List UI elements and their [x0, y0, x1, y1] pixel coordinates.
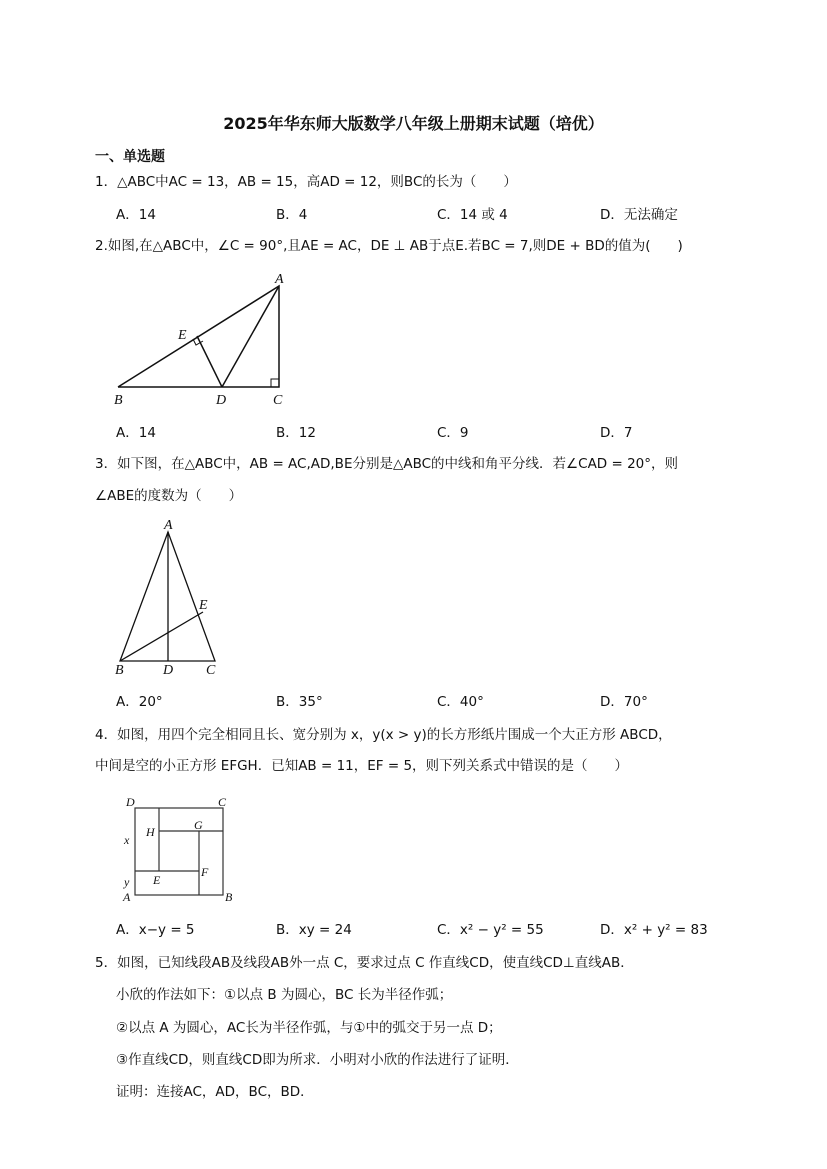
- q2-label-b: B: [114, 393, 123, 408]
- q4-option-a: A．x−y = 5: [116, 922, 195, 938]
- q3-option-b: B．35°: [276, 694, 323, 710]
- q4-label-a: A: [123, 890, 131, 904]
- q5-line4: ③作直线CD，则直线CD即为所求．小明对小欣的作法进行了证明．: [116, 1052, 519, 1068]
- q1-option-b: B．4: [276, 207, 308, 223]
- q2-option-d: D．7: [600, 425, 633, 441]
- q5-line5: 证明：连接AC，AD，BC，BD．: [116, 1084, 314, 1100]
- q1-option-d: D．无法确定: [600, 207, 678, 223]
- q5-line2: 小欣的作法如下：①以点 B 为圆心，BC 长为半径作弧；: [116, 987, 453, 1003]
- q3-label-d: D: [163, 663, 174, 678]
- q3-label-a: A: [164, 518, 173, 533]
- q2-option-b: B．12: [276, 425, 316, 441]
- q4-figure: [135, 808, 223, 895]
- q4-label-f: F: [201, 865, 209, 879]
- q1-stem: 1．△ABC中AC = 13，AB = 15，高AD = 12，则BC的长为（ ）: [95, 174, 517, 190]
- q3-option-d: D．70°: [600, 694, 648, 710]
- q1-option-a: A．14: [116, 207, 156, 223]
- q4-option-d: D．x² + y² = 83: [600, 922, 708, 938]
- q4-label-b: B: [225, 890, 233, 904]
- q5-line1: 5．如图，已知线段AB及线段AB外一点 C，要求过点 C 作直线CD，使直线CD⊥直线AB．: [95, 955, 634, 971]
- q3-label-c: C: [206, 663, 216, 678]
- q1-option-c: C．14 或 4: [437, 207, 508, 223]
- q3-option-c: C．40°: [437, 694, 484, 710]
- q4-label-h: H: [146, 825, 155, 839]
- q4-option-b: B．xy = 24: [276, 922, 352, 938]
- q2-label-c: C: [273, 393, 283, 408]
- q4-option-c: C．x² − y² = 55: [437, 922, 544, 938]
- q3-stem-line1: 3．如下图，在△ABC中，AB = AC,AD,BE分别是△ABC的中线和角平分线．若∠CAD = 20°，则: [95, 456, 679, 472]
- page-title: 2025年华东师大版数学八年级上册期末试题（培优）: [223, 114, 604, 133]
- q3-stem-line2: ∠ABE的度数为（ ）: [95, 488, 243, 504]
- q3-figure: [120, 532, 215, 661]
- q3-label-e: E: [199, 598, 208, 613]
- q4-stem-line1: 4．如图，用四个完全相同且长、宽分别为 x，y(x > y)的长方形纸片围成一个大正方形 ABCD，: [95, 727, 672, 743]
- section-heading: 一、单选题: [95, 149, 165, 165]
- q2-label-a: A: [275, 272, 284, 287]
- q2-figure: [118, 286, 279, 387]
- q2-stem: 2.如图,在△ABC中，∠C = 90°,且AE = AC，DE ⊥ AB于点E.若BC = 7,则DE + BD的值为( ): [95, 238, 683, 254]
- q2-option-c: C．9: [437, 425, 469, 441]
- q4-label-d: D: [126, 795, 135, 809]
- q2-label-e: E: [178, 328, 187, 343]
- q4-label-y: y: [124, 875, 130, 889]
- q3-label-b: B: [115, 663, 124, 678]
- q2-option-a: A．14: [116, 425, 156, 441]
- q4-stem-line2: 中间是空的小正方形 EFGH．已知AB = 11，EF = 5，则下列关系式中错误的是（ ）: [95, 758, 629, 774]
- q4-label-g: G: [194, 818, 203, 832]
- q2-label-d: D: [216, 393, 227, 408]
- q4-label-c: C: [218, 795, 227, 809]
- q4-label-x: x: [124, 833, 130, 847]
- q3-option-a: A．20°: [116, 694, 163, 710]
- q4-label-e: E: [153, 873, 161, 887]
- q5-line3: ②以点 A 为圆心，AC长为半径作弧，与①中的弧交于另一点 D；: [116, 1020, 502, 1036]
